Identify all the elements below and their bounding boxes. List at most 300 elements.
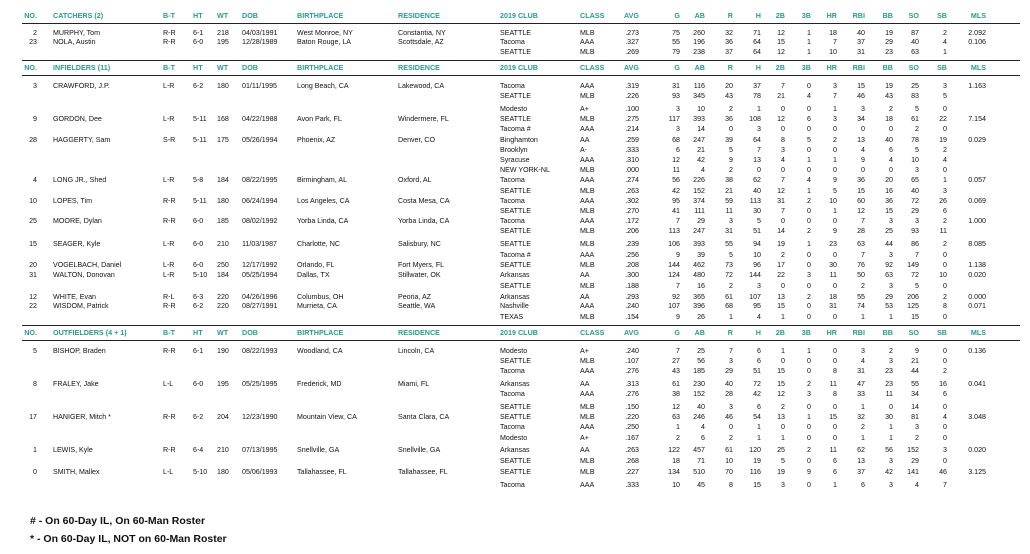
- cell-wt: 195: [217, 380, 229, 388]
- cell-avg: .239: [625, 240, 639, 248]
- cell-residence: Costa Mesa, CA: [398, 197, 450, 205]
- column-header-birthplace: BIRTHPLACE: [297, 63, 344, 72]
- cell-3b: 3: [807, 271, 811, 279]
- cell-g: 3: [676, 105, 680, 113]
- cell-3b: 0: [807, 481, 811, 489]
- cell-rbi: 28: [857, 227, 865, 235]
- cell-wt: 180: [217, 82, 229, 90]
- section-rule: [22, 23, 1020, 24]
- cell-birthplace: Avon Park, FL: [297, 115, 342, 123]
- cell-h: 5: [757, 217, 761, 225]
- cell-3b: 5: [807, 136, 811, 144]
- cell-no: 12: [29, 293, 37, 301]
- cell-so: 4: [915, 481, 919, 489]
- cell-rbi: 31: [857, 48, 865, 56]
- cell-r: 8: [729, 481, 733, 489]
- cell-2b: 5: [781, 457, 785, 465]
- cell-3b: 6: [807, 115, 811, 123]
- column-header-so: SO: [908, 11, 919, 20]
- cell-wt: 195: [217, 38, 229, 46]
- cell-sb: 0: [943, 403, 947, 411]
- cell-ab: 116: [693, 82, 705, 90]
- cell-club: Tacoma: [500, 367, 525, 375]
- cell-club: Tacoma: [500, 176, 525, 184]
- cell-class: AA: [580, 446, 590, 454]
- cell-3b: 9: [807, 468, 811, 476]
- cell-avg: .256: [625, 251, 639, 259]
- cell-h: 71: [753, 29, 761, 37]
- cell-ht: 6-0: [193, 217, 204, 225]
- cell-hr: 8: [833, 367, 837, 375]
- cell-so: 5: [915, 146, 919, 154]
- legend-note-60-man: # - On 60-Day IL, On 60-Man Roster: [30, 515, 206, 527]
- cell-r: 11: [725, 207, 733, 215]
- cell-birthplace: Frederick, MD: [297, 380, 342, 388]
- cell-dob: 04/03/1991: [242, 29, 278, 37]
- cell-club: SEATTLE: [500, 240, 532, 248]
- cell-b-t: L-L: [163, 380, 174, 388]
- cell-bb: 3: [889, 481, 893, 489]
- cell-avg: .319: [625, 82, 639, 90]
- cell-b-t: R-R: [163, 413, 176, 421]
- cell-2b: 7: [781, 176, 785, 184]
- cell-rbi: 6: [861, 481, 865, 489]
- cell-birthplace: Birmingham, AL: [297, 176, 348, 184]
- table-row: [0, 282, 1030, 291]
- table-row: [0, 423, 1030, 432]
- cell-mls: 0.136: [968, 347, 986, 355]
- cell-ht: 6-2: [193, 82, 204, 90]
- cell-player-name: VOGELBACH, Daniel: [53, 261, 122, 269]
- cell-rbi: 40: [857, 29, 865, 37]
- cell-birthplace: Yorba Linda, CA: [297, 217, 349, 225]
- cell-2b: 8: [781, 136, 785, 144]
- cell-avg: .227: [625, 468, 639, 476]
- cell-sb: 6: [943, 207, 947, 215]
- cell-b-t: L-R: [163, 271, 175, 279]
- table-row: [0, 293, 1030, 302]
- cell-2b: 0: [781, 423, 785, 431]
- cell-dob: 05/25/1994: [242, 271, 278, 279]
- cell-ab: 246: [693, 413, 705, 421]
- column-header-3b: 3B: [801, 11, 811, 20]
- cell-bb: 29: [885, 38, 893, 46]
- cell-so: 29: [911, 207, 919, 215]
- cell-sb: 0: [943, 423, 947, 431]
- cell-bb: 23: [885, 48, 893, 56]
- cell-class: MLB: [580, 413, 595, 421]
- cell-2b: 12: [777, 187, 785, 195]
- cell-avg: .276: [625, 390, 639, 398]
- cell-sb: 3: [943, 82, 947, 90]
- cell-bb: 3: [889, 217, 893, 225]
- cell-hr: 18: [829, 293, 837, 301]
- cell-player-name: CRAWFORD, J.P.: [53, 82, 110, 90]
- section-header: [22, 61, 1020, 74]
- table-row: [0, 347, 1030, 356]
- cell-wt: 204: [217, 413, 229, 421]
- cell-g: 95: [672, 197, 680, 205]
- cell-class: AAA: [580, 390, 595, 398]
- cell-r: 1: [729, 313, 733, 321]
- column-header-r: R: [727, 328, 733, 337]
- column-header-dob: DOB: [242, 11, 258, 20]
- column-header-wt: WT: [217, 63, 229, 72]
- cell-avg: .268: [625, 457, 639, 465]
- cell-sb: 10: [939, 271, 947, 279]
- cell-sb: 2: [943, 293, 947, 301]
- cell-h: 107: [749, 293, 761, 301]
- cell-avg: .310: [625, 156, 639, 164]
- cell-club: Brooklyn: [500, 146, 528, 154]
- column-header-bb: BB: [882, 11, 893, 20]
- cell-hr: 6: [833, 468, 837, 476]
- cell-3b: 2: [807, 380, 811, 388]
- cell-mls: 1.163: [968, 82, 986, 90]
- cell-sb: 8: [943, 302, 947, 310]
- cell-hr: 0: [833, 146, 837, 154]
- cell-2b: 1: [781, 347, 785, 355]
- cell-h: 15: [753, 481, 761, 489]
- cell-b-t: L-R: [163, 82, 175, 90]
- cell-so: 86: [911, 240, 919, 248]
- cell-birthplace: Baton Rouge, LA: [297, 38, 352, 46]
- cell-g: 18: [672, 457, 680, 465]
- column-header-bb: BB: [882, 63, 893, 72]
- cell-h: 13: [753, 156, 761, 164]
- cell-b-t: L-L: [163, 468, 174, 476]
- cell-bb: 19: [885, 82, 893, 90]
- cell-player-name: LOPES, Tim: [53, 197, 93, 205]
- cell-so: 61: [911, 115, 919, 123]
- cell-2b: 0: [781, 166, 785, 174]
- cell-2b: 0: [781, 217, 785, 225]
- table-row: [0, 105, 1030, 114]
- cell-so: 25: [911, 82, 919, 90]
- table-row: [0, 29, 1030, 38]
- column-header-r: R: [727, 63, 733, 72]
- cell-rbi: 4: [861, 146, 865, 154]
- column-header-dob: DOB: [242, 328, 258, 337]
- column-header-ab: AB: [694, 328, 705, 337]
- cell-so: 63: [911, 48, 919, 56]
- cell-3b: 0: [807, 302, 811, 310]
- cell-class: MLB: [580, 403, 595, 411]
- cell-ht: 6-1: [193, 29, 204, 37]
- table-row: [0, 481, 1030, 490]
- cell-bb: 23: [885, 380, 893, 388]
- cell-hr: 1: [833, 156, 837, 164]
- cell-avg: .214: [625, 125, 639, 133]
- cell-player-name: FRALEY, Jake: [53, 380, 99, 388]
- cell-sb: 0: [943, 251, 947, 259]
- cell-bb: 3: [889, 357, 893, 365]
- column-header-hr: HR: [826, 11, 837, 20]
- cell-rbi: 74: [857, 302, 865, 310]
- cell-sb: 0: [943, 434, 947, 442]
- cell-rbi: 15: [857, 82, 865, 90]
- cell-r: 38: [725, 176, 733, 184]
- cell-residence: Snellville, GA: [398, 446, 441, 454]
- cell-class: AA: [580, 380, 590, 388]
- cell-ht: 5-11: [193, 136, 207, 144]
- cell-no: 0: [33, 468, 37, 476]
- cell-3b: 0: [807, 367, 811, 375]
- cell-avg: .240: [625, 347, 639, 355]
- cell-hr: 7: [833, 92, 837, 100]
- cell-3b: 1: [807, 240, 811, 248]
- cell-g: 38: [672, 390, 680, 398]
- column-header-h: H: [755, 328, 761, 337]
- cell-no: 28: [29, 136, 37, 144]
- cell-rbi: 0: [861, 125, 865, 133]
- column-header-g: G: [674, 11, 680, 20]
- cell-sb: 1: [943, 48, 947, 56]
- cell-rbi: 3: [861, 347, 865, 355]
- cell-no: 31: [29, 271, 37, 279]
- column-header-2b: 2B: [775, 11, 785, 20]
- cell-ab: 14: [697, 125, 705, 133]
- cell-bb: 40: [885, 136, 893, 144]
- cell-avg: .333: [625, 481, 639, 489]
- cell-h: 94: [753, 240, 761, 248]
- cell-b-t: S-R: [163, 136, 176, 144]
- column-header-no: NO.: [24, 63, 37, 72]
- cell-g: 93: [672, 92, 680, 100]
- cell-player-name: NOLA, Austin: [53, 38, 96, 46]
- table-row: [0, 92, 1030, 101]
- cell-hr: 0: [833, 125, 837, 133]
- cell-rbi: 47: [857, 380, 865, 388]
- cell-sb: 0: [943, 105, 947, 113]
- cell-so: 87: [911, 29, 919, 37]
- cell-3b: 2: [807, 446, 811, 454]
- cell-sb: 6: [943, 390, 947, 398]
- cell-club: Tacoma: [500, 197, 525, 205]
- cell-player-name: WISDOM, Patrick: [53, 302, 109, 310]
- cell-g: 56: [672, 176, 680, 184]
- column-header-2b: 2B: [775, 328, 785, 337]
- cell-residence: Denver, CO: [398, 136, 436, 144]
- cell-birthplace: Phoenix, AZ: [297, 136, 336, 144]
- cell-hr: 10: [829, 48, 837, 56]
- cell-club: Tacoma: [500, 38, 525, 46]
- cell-g: 107: [668, 302, 680, 310]
- cell-3b: 0: [807, 146, 811, 154]
- cell-sb: 16: [939, 380, 947, 388]
- cell-class: AAA: [580, 367, 595, 375]
- cell-sb: 5: [943, 92, 947, 100]
- cell-h: 3: [757, 125, 761, 133]
- column-header-sb: SB: [937, 11, 947, 20]
- column-header-b-t: B-T: [163, 11, 175, 20]
- cell-sb: 0: [943, 357, 947, 365]
- cell-so: 78: [911, 136, 919, 144]
- cell-player-name: MOORE, Dylan: [53, 217, 102, 225]
- cell-rbi: 7: [861, 217, 865, 225]
- cell-residence: Miami, FL: [398, 380, 430, 388]
- cell-g: 7: [676, 347, 680, 355]
- cell-ab: 40: [697, 403, 705, 411]
- cell-avg: .263: [625, 446, 639, 454]
- cell-so: 2: [915, 434, 919, 442]
- cell-ht: 6-1: [193, 347, 204, 355]
- cell-bb: 44: [885, 240, 893, 248]
- table-row: [0, 446, 1030, 455]
- cell-ab: 6: [701, 434, 705, 442]
- cell-so: 34: [911, 390, 919, 398]
- cell-avg: .154: [625, 313, 639, 321]
- column-header-h: H: [755, 11, 761, 20]
- cell-dob: 12/28/1989: [242, 38, 278, 46]
- cell-3b: 4: [807, 176, 811, 184]
- cell-mls: 0.020: [968, 271, 986, 279]
- cell-h: 6: [757, 403, 761, 411]
- cell-dob: 08/22/1995: [242, 176, 278, 184]
- table-row: [0, 390, 1030, 399]
- cell-so: 5: [915, 282, 919, 290]
- cell-wt: 175: [217, 136, 229, 144]
- cell-so: 141: [907, 468, 919, 476]
- cell-player-name: HANIGER, Mitch *: [53, 413, 111, 421]
- cell-h: 6: [757, 347, 761, 355]
- cell-rbi: 37: [857, 38, 865, 46]
- cell-3b: 1: [807, 156, 811, 164]
- cell-so: 40: [911, 187, 919, 195]
- column-header-residence: RESIDENCE: [398, 63, 440, 72]
- cell-avg: .274: [625, 176, 639, 184]
- cell-ab: 4: [701, 166, 705, 174]
- cell-r: 0: [729, 125, 733, 133]
- cell-rbi: 3: [861, 105, 865, 113]
- cell-hr: 11: [829, 380, 837, 388]
- section-rule: [22, 75, 1020, 76]
- cell-ab: 185: [693, 367, 705, 375]
- cell-hr: 0: [833, 282, 837, 290]
- cell-mls: 8.085: [968, 240, 986, 248]
- cell-sb: 11: [939, 227, 947, 235]
- cell-3b: 0: [807, 125, 811, 133]
- cell-h: 4: [757, 313, 761, 321]
- cell-bb: 30: [885, 413, 893, 421]
- table-row: [0, 302, 1030, 311]
- cell-residence: Oxford, AL: [398, 176, 432, 184]
- cell-no: 23: [29, 38, 37, 46]
- cell-2b: 2: [781, 251, 785, 259]
- cell-so: 152: [907, 446, 919, 454]
- cell-club: Tacoma: [500, 423, 525, 431]
- cell-2b: 7: [781, 82, 785, 90]
- section-title: OUTFIELDERS (4 + 1): [53, 328, 127, 337]
- cell-2b: 3: [781, 146, 785, 154]
- cell-2b: 15: [777, 380, 785, 388]
- cell-rbi: 0: [861, 166, 865, 174]
- cell-residence: Fort Myers, FL: [398, 261, 445, 269]
- cell-avg: .206: [625, 227, 639, 235]
- cell-3b: 1: [807, 347, 811, 355]
- column-header-wt: WT: [217, 11, 229, 20]
- cell-bb: 2: [889, 105, 893, 113]
- cell-r: 46: [725, 413, 733, 421]
- cell-r: 73: [725, 261, 733, 269]
- cell-2b: 21: [777, 92, 785, 100]
- cell-player-name: SMITH, Mallex: [53, 468, 100, 476]
- table-row: [0, 357, 1030, 366]
- cell-so: 72: [911, 197, 919, 205]
- cell-b-t: R-R: [163, 38, 176, 46]
- cell-dob: 05/26/1994: [242, 136, 278, 144]
- cell-h: 40: [753, 187, 761, 195]
- table-row: [0, 367, 1030, 376]
- cell-no: 2: [33, 29, 37, 37]
- cell-wt: 220: [217, 293, 229, 301]
- cell-wt: 180: [217, 197, 229, 205]
- cell-2b: 12: [777, 390, 785, 398]
- cell-2b: 2: [781, 403, 785, 411]
- cell-class: MLB: [580, 313, 595, 321]
- cell-3b: 0: [807, 166, 811, 174]
- cell-class: AA: [580, 136, 590, 144]
- column-header-class: CLASS: [580, 328, 605, 337]
- cell-wt: 210: [217, 446, 229, 454]
- cell-ht: 5-10: [193, 271, 208, 279]
- cell-sb: 2: [943, 29, 947, 37]
- table-row: [0, 457, 1030, 466]
- cell-hr: 6: [833, 457, 837, 465]
- table-row: [0, 380, 1030, 389]
- cell-avg: .250: [625, 423, 639, 431]
- column-header-h: H: [755, 63, 761, 72]
- cell-so: 29: [911, 457, 919, 465]
- cell-dob: 08/22/1993: [242, 347, 278, 355]
- cell-g: 124: [668, 271, 680, 279]
- cell-so: 83: [911, 92, 919, 100]
- cell-club: SEATTLE: [500, 282, 532, 290]
- cell-so: 44: [911, 367, 919, 375]
- cell-g: 117: [668, 115, 680, 123]
- table-row: [0, 261, 1030, 270]
- column-header-sb: SB: [937, 328, 947, 337]
- cell-ht: 6-0: [193, 380, 204, 388]
- cell-h: 95: [753, 302, 761, 310]
- cell-r: 68: [725, 302, 733, 310]
- cell-bb: 0: [889, 166, 893, 174]
- cell-bb: 15: [885, 207, 893, 215]
- cell-residence: Stillwater, OK: [398, 271, 441, 279]
- cell-hr: 1: [833, 105, 837, 113]
- cell-residence: Yorba Linda, CA: [398, 217, 450, 225]
- cell-avg: .259: [625, 136, 639, 144]
- cell-h: 64: [753, 38, 761, 46]
- cell-club: Arkansas: [500, 446, 530, 454]
- cell-residence: Lakewood, CA: [398, 82, 445, 90]
- cell-hr: 0: [833, 403, 837, 411]
- table-row: [0, 156, 1030, 165]
- cell-3b: 0: [807, 457, 811, 465]
- cell-h: 7: [757, 146, 761, 154]
- cell-2b: 19: [777, 468, 785, 476]
- cell-birthplace: Orlando, FL: [297, 261, 335, 269]
- cell-hr: 18: [829, 29, 837, 37]
- cell-g: 122: [668, 446, 680, 454]
- cell-h: 144: [749, 271, 761, 279]
- cell-residence: Scottsdale, AZ: [398, 38, 444, 46]
- cell-residence: Santa Clara, CA: [398, 413, 450, 421]
- cell-g: 12: [672, 403, 680, 411]
- cell-r: 70: [725, 468, 733, 476]
- table-row: [0, 136, 1030, 145]
- cell-class: AAA: [580, 251, 595, 259]
